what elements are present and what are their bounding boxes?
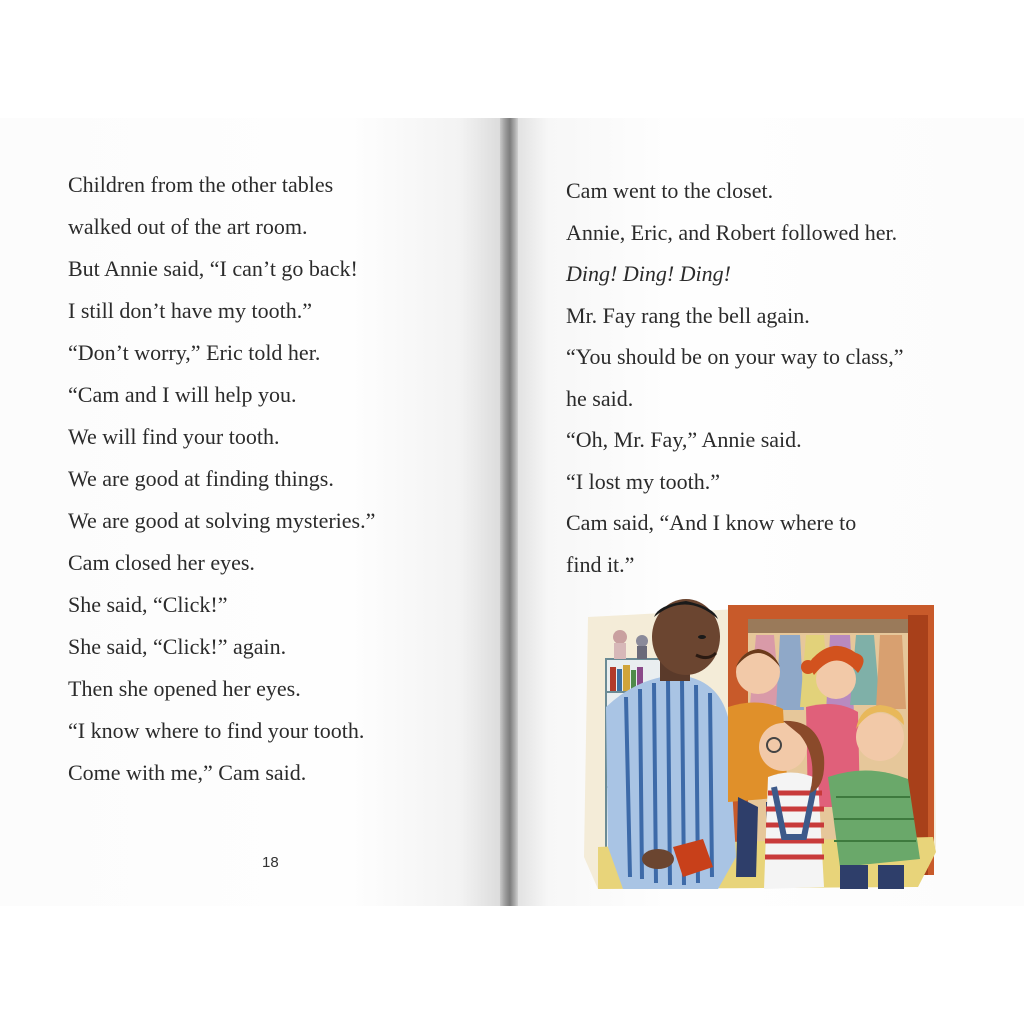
text-line: “I know where to find your tooth. (68, 718, 365, 743)
book-gutter (500, 118, 518, 906)
left-page (0, 118, 500, 906)
girl-figure-cam (759, 721, 824, 889)
right-page-text (566, 170, 1016, 585)
text-line: Come with me,” Cam said. (68, 760, 307, 785)
text-line: Mr. Fay rang the bell again. (566, 302, 810, 328)
left-page-text (68, 164, 488, 794)
text-line: She said, “Click!” (68, 592, 228, 617)
text-line: Then she opened her eyes. (68, 676, 301, 701)
text-line: She said, “Click!” again. (68, 634, 287, 659)
text-line: I still don’t have my tooth.” (68, 298, 313, 323)
text-line: “I lost my tooth.” (566, 468, 720, 494)
text-line: he said. (566, 385, 634, 411)
text-line: “Don’t worry,” Eric told her. (68, 340, 321, 365)
text-line: We are good at solving mysteries.” (68, 508, 376, 533)
classroom-illustration (578, 597, 940, 893)
text-line: Cam went to the closet. (566, 178, 774, 203)
text-line: Cam closed her eyes. (68, 550, 255, 575)
text-line: We are good at finding things. (68, 466, 334, 491)
text-line: Cam said, “And I know where to (566, 510, 857, 535)
text-line: Ding! Ding! Ding! (566, 261, 731, 286)
text-line: walked out of the art room. (68, 214, 308, 239)
text-line: Annie, Eric, and Robert followed her. (566, 219, 898, 245)
text-line: “Cam and I will help you. (68, 382, 297, 407)
text-line: We will find your tooth. (68, 424, 280, 449)
text-line: But Annie said, “I can’t go back! (68, 256, 358, 281)
text-line: Children from the other tables (68, 172, 334, 197)
text-line: “Oh, Mr. Fay,” Annie said. (566, 427, 802, 452)
text-line: “You should be on your way to class,” (566, 344, 904, 369)
text-line: find it.” (566, 551, 635, 577)
page-number: 18 (262, 854, 279, 871)
